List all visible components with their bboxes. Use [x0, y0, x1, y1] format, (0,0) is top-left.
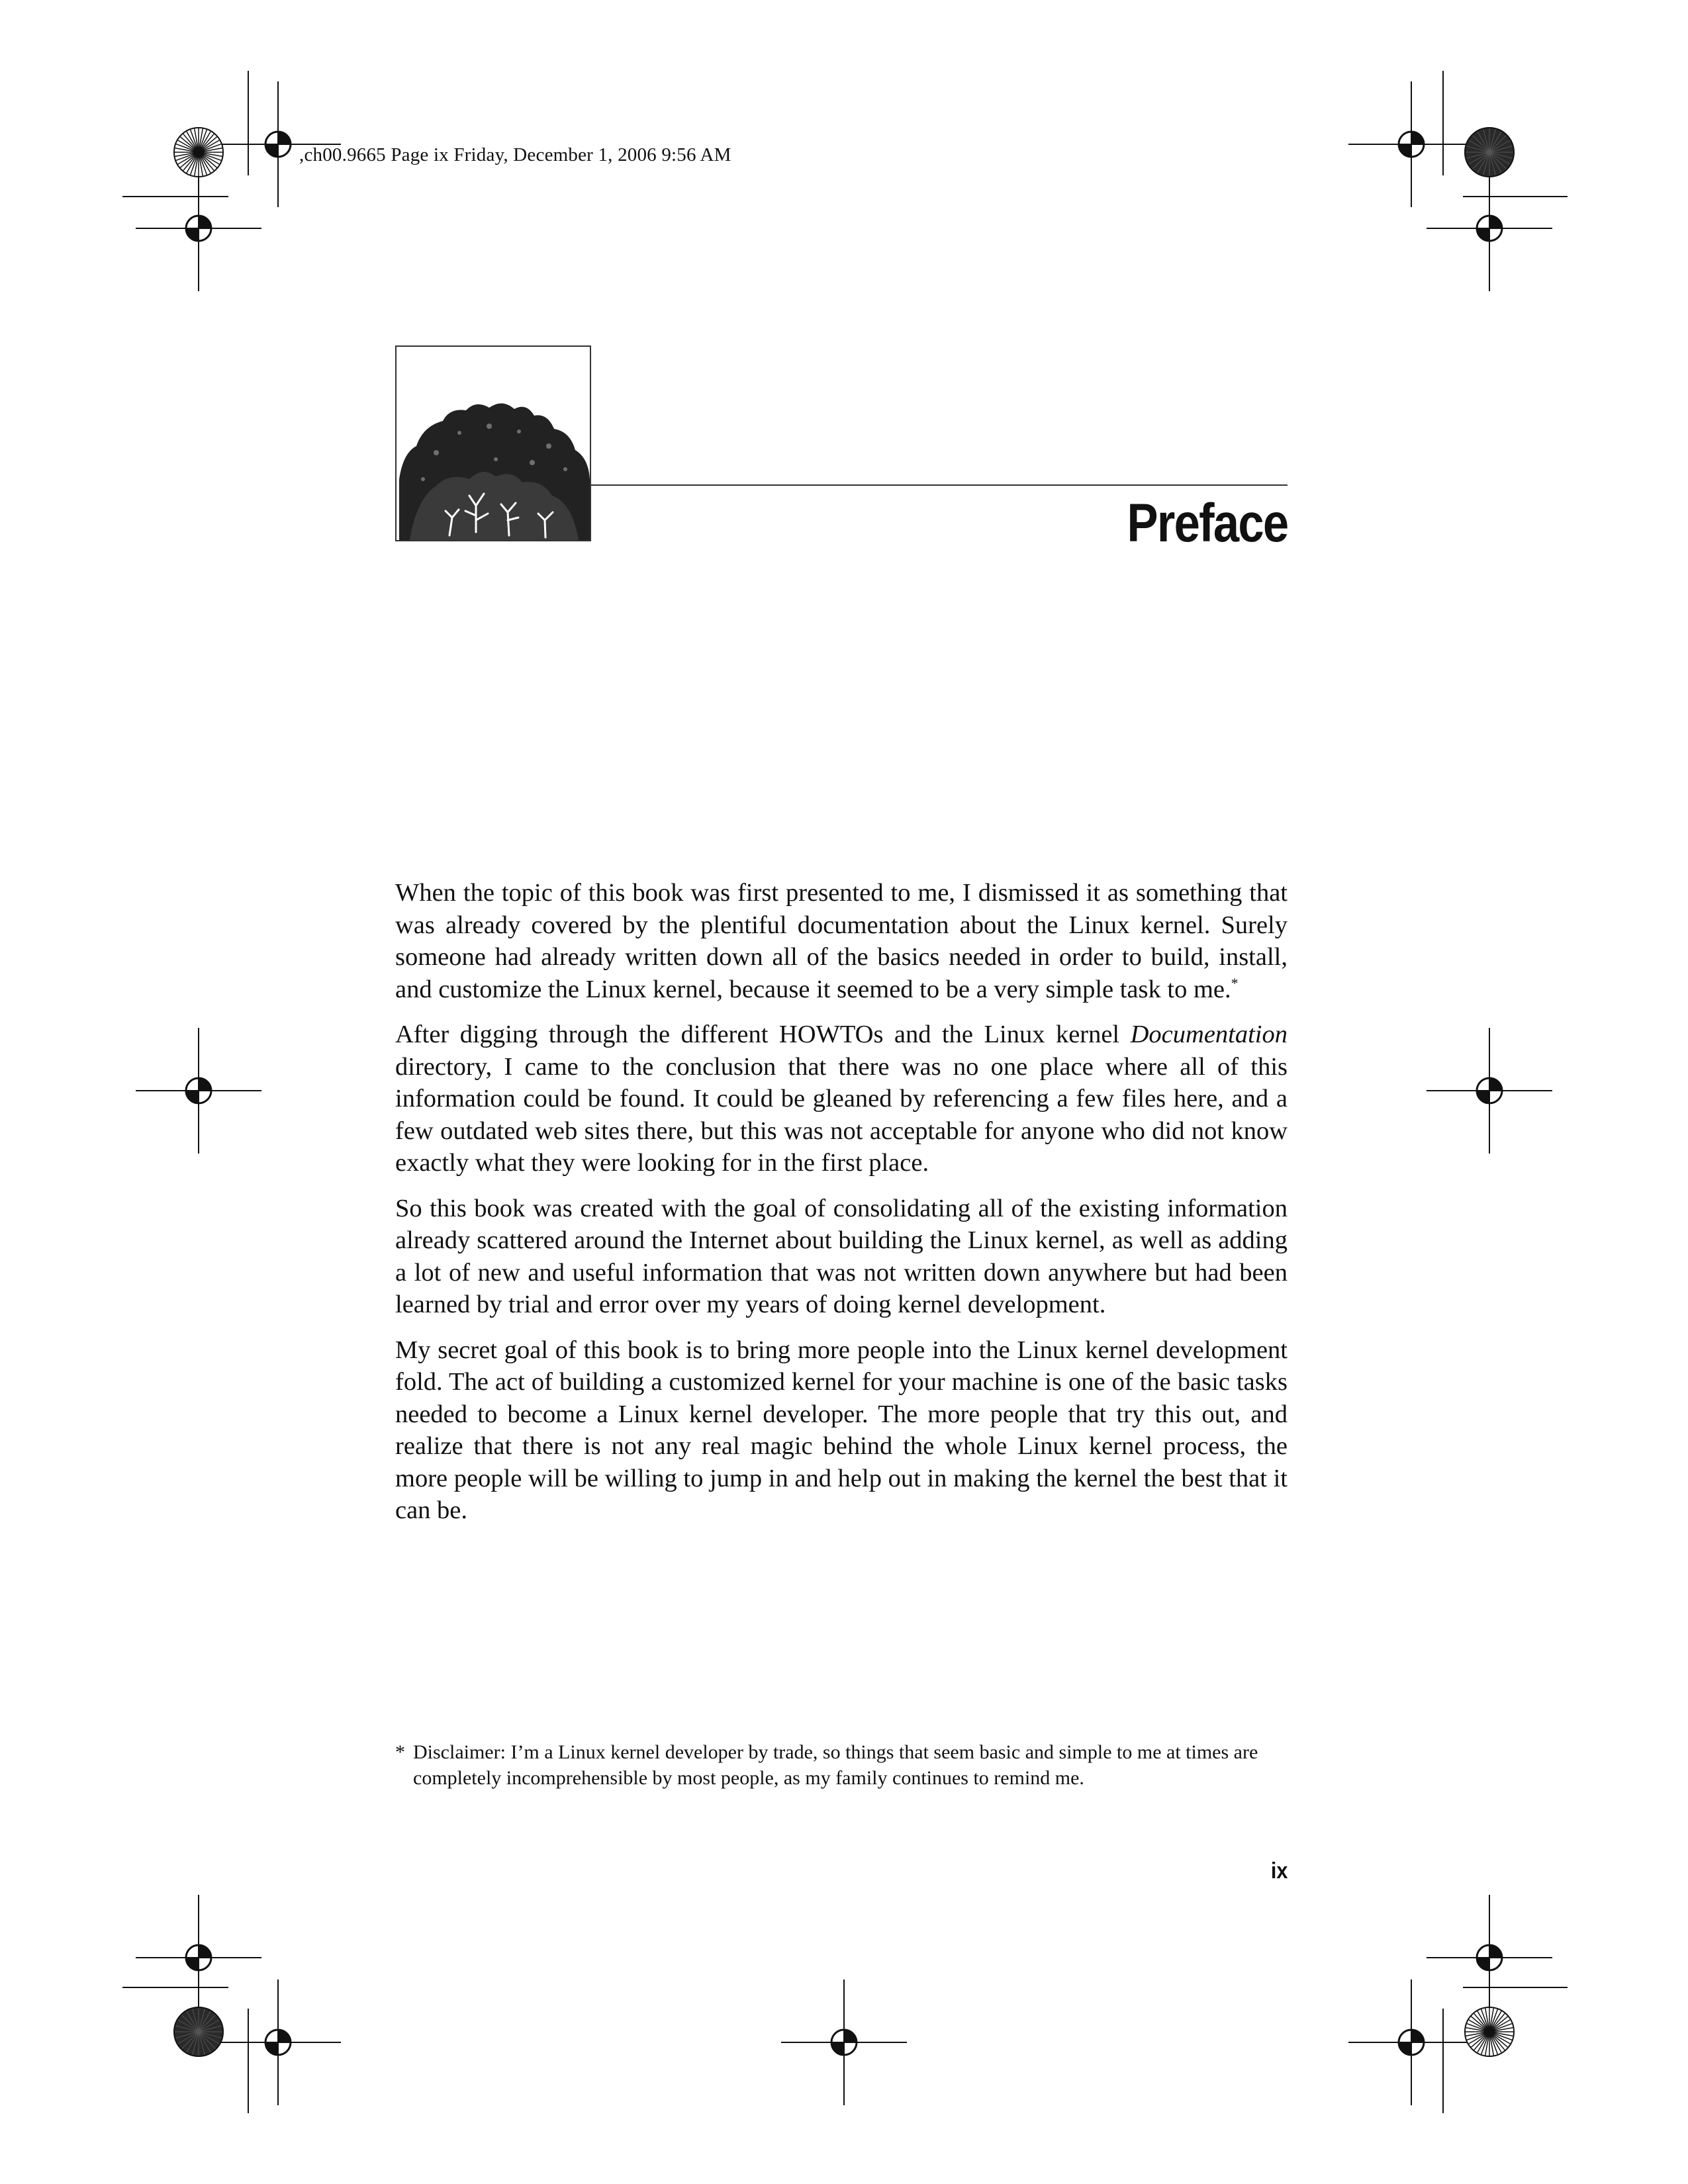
print-slug: ,ch00.9665 Page ix Friday, December 1, 2006 9:56 AM: [299, 144, 731, 165]
paragraph-4: My secret goal of this book is to bring more people into the Linux kernel development fold. The act of building a customized kernel for your machine is one of the basic tasks needed to become a Linux kernel developer. The more people that try this out, and realize that there is not any real magic behind the whole Linux kernel process, the more people will be willing to jump in and help out in making the kernel the best that it can be.: [395, 1336, 1288, 1524]
footnote: [395, 1739, 1288, 1791]
footnote-reference[interactable]: *: [1231, 974, 1239, 991]
registration-target: [1348, 1979, 1474, 2105]
registration-target: [1427, 1028, 1552, 1154]
paragraph-3: So this book was created with the goal of consolidating all of the existing information already scattered around the Internet about building the Linux kernel, as well as adding a lot of new and useful information that was not written down anywhere but had been learned by trial and error over my years of doing kernel development.: [395, 1194, 1288, 1318]
registration-target: [781, 1979, 907, 2105]
paragraph-2: [395, 1019, 1288, 1179]
starburst-mark-solid: [174, 2007, 223, 2056]
footnote-text: Disclaimer: I’m a Linux kernel developer by trade, so things that seem basic and simple to me at times are completely incomprehensible by most people, as my family continues to remind me.: [413, 1741, 1258, 1789]
coral-reef-illustration: [395, 345, 591, 541]
starburst-mark: [1465, 2007, 1514, 2056]
registration-target: [1427, 165, 1552, 291]
starburst-mark: [174, 128, 223, 177]
documentation-directory-name: Documentation: [1130, 1021, 1288, 1048]
body-text: [395, 877, 1288, 1527]
starburst-mark-solid: [1465, 128, 1514, 177]
footnote-mark: *: [395, 1741, 405, 1763]
registration-target: [136, 165, 261, 291]
registration-target: [136, 1895, 261, 2021]
paragraph-2-text-start: After digging through the different HOWTOs and the Linux kernel: [395, 1021, 1131, 1048]
registration-target: [1348, 81, 1474, 207]
paragraph-1: [395, 877, 1288, 1005]
registration-target: [1427, 1895, 1552, 2021]
chapter-title: Preface: [1127, 493, 1288, 553]
registration-target: [215, 1979, 341, 2105]
chapter-title-rule: [591, 484, 1288, 486]
page-number: ix: [1270, 1858, 1288, 1884]
paragraph-2-text-end: directory, I came to the conclusion that there was no one place where all of this information could be found. It could be gleaned by referencing a few files here, and a few outdated web sites there, but this was not acceptable for anyone who did not know exactly what they were looking for in the first place.: [395, 1052, 1288, 1177]
paragraph-1-text: When the topic of this book was first presented to me, I dismissed it as something that was already covered by the plentiful documentation about the Linux kernel. Surely someone had already written down all of the basics needed in order to build, install, and customize the Linux kernel, because it seemed to be a very simple task to me.: [395, 879, 1288, 1003]
registration-target: [136, 1028, 261, 1154]
